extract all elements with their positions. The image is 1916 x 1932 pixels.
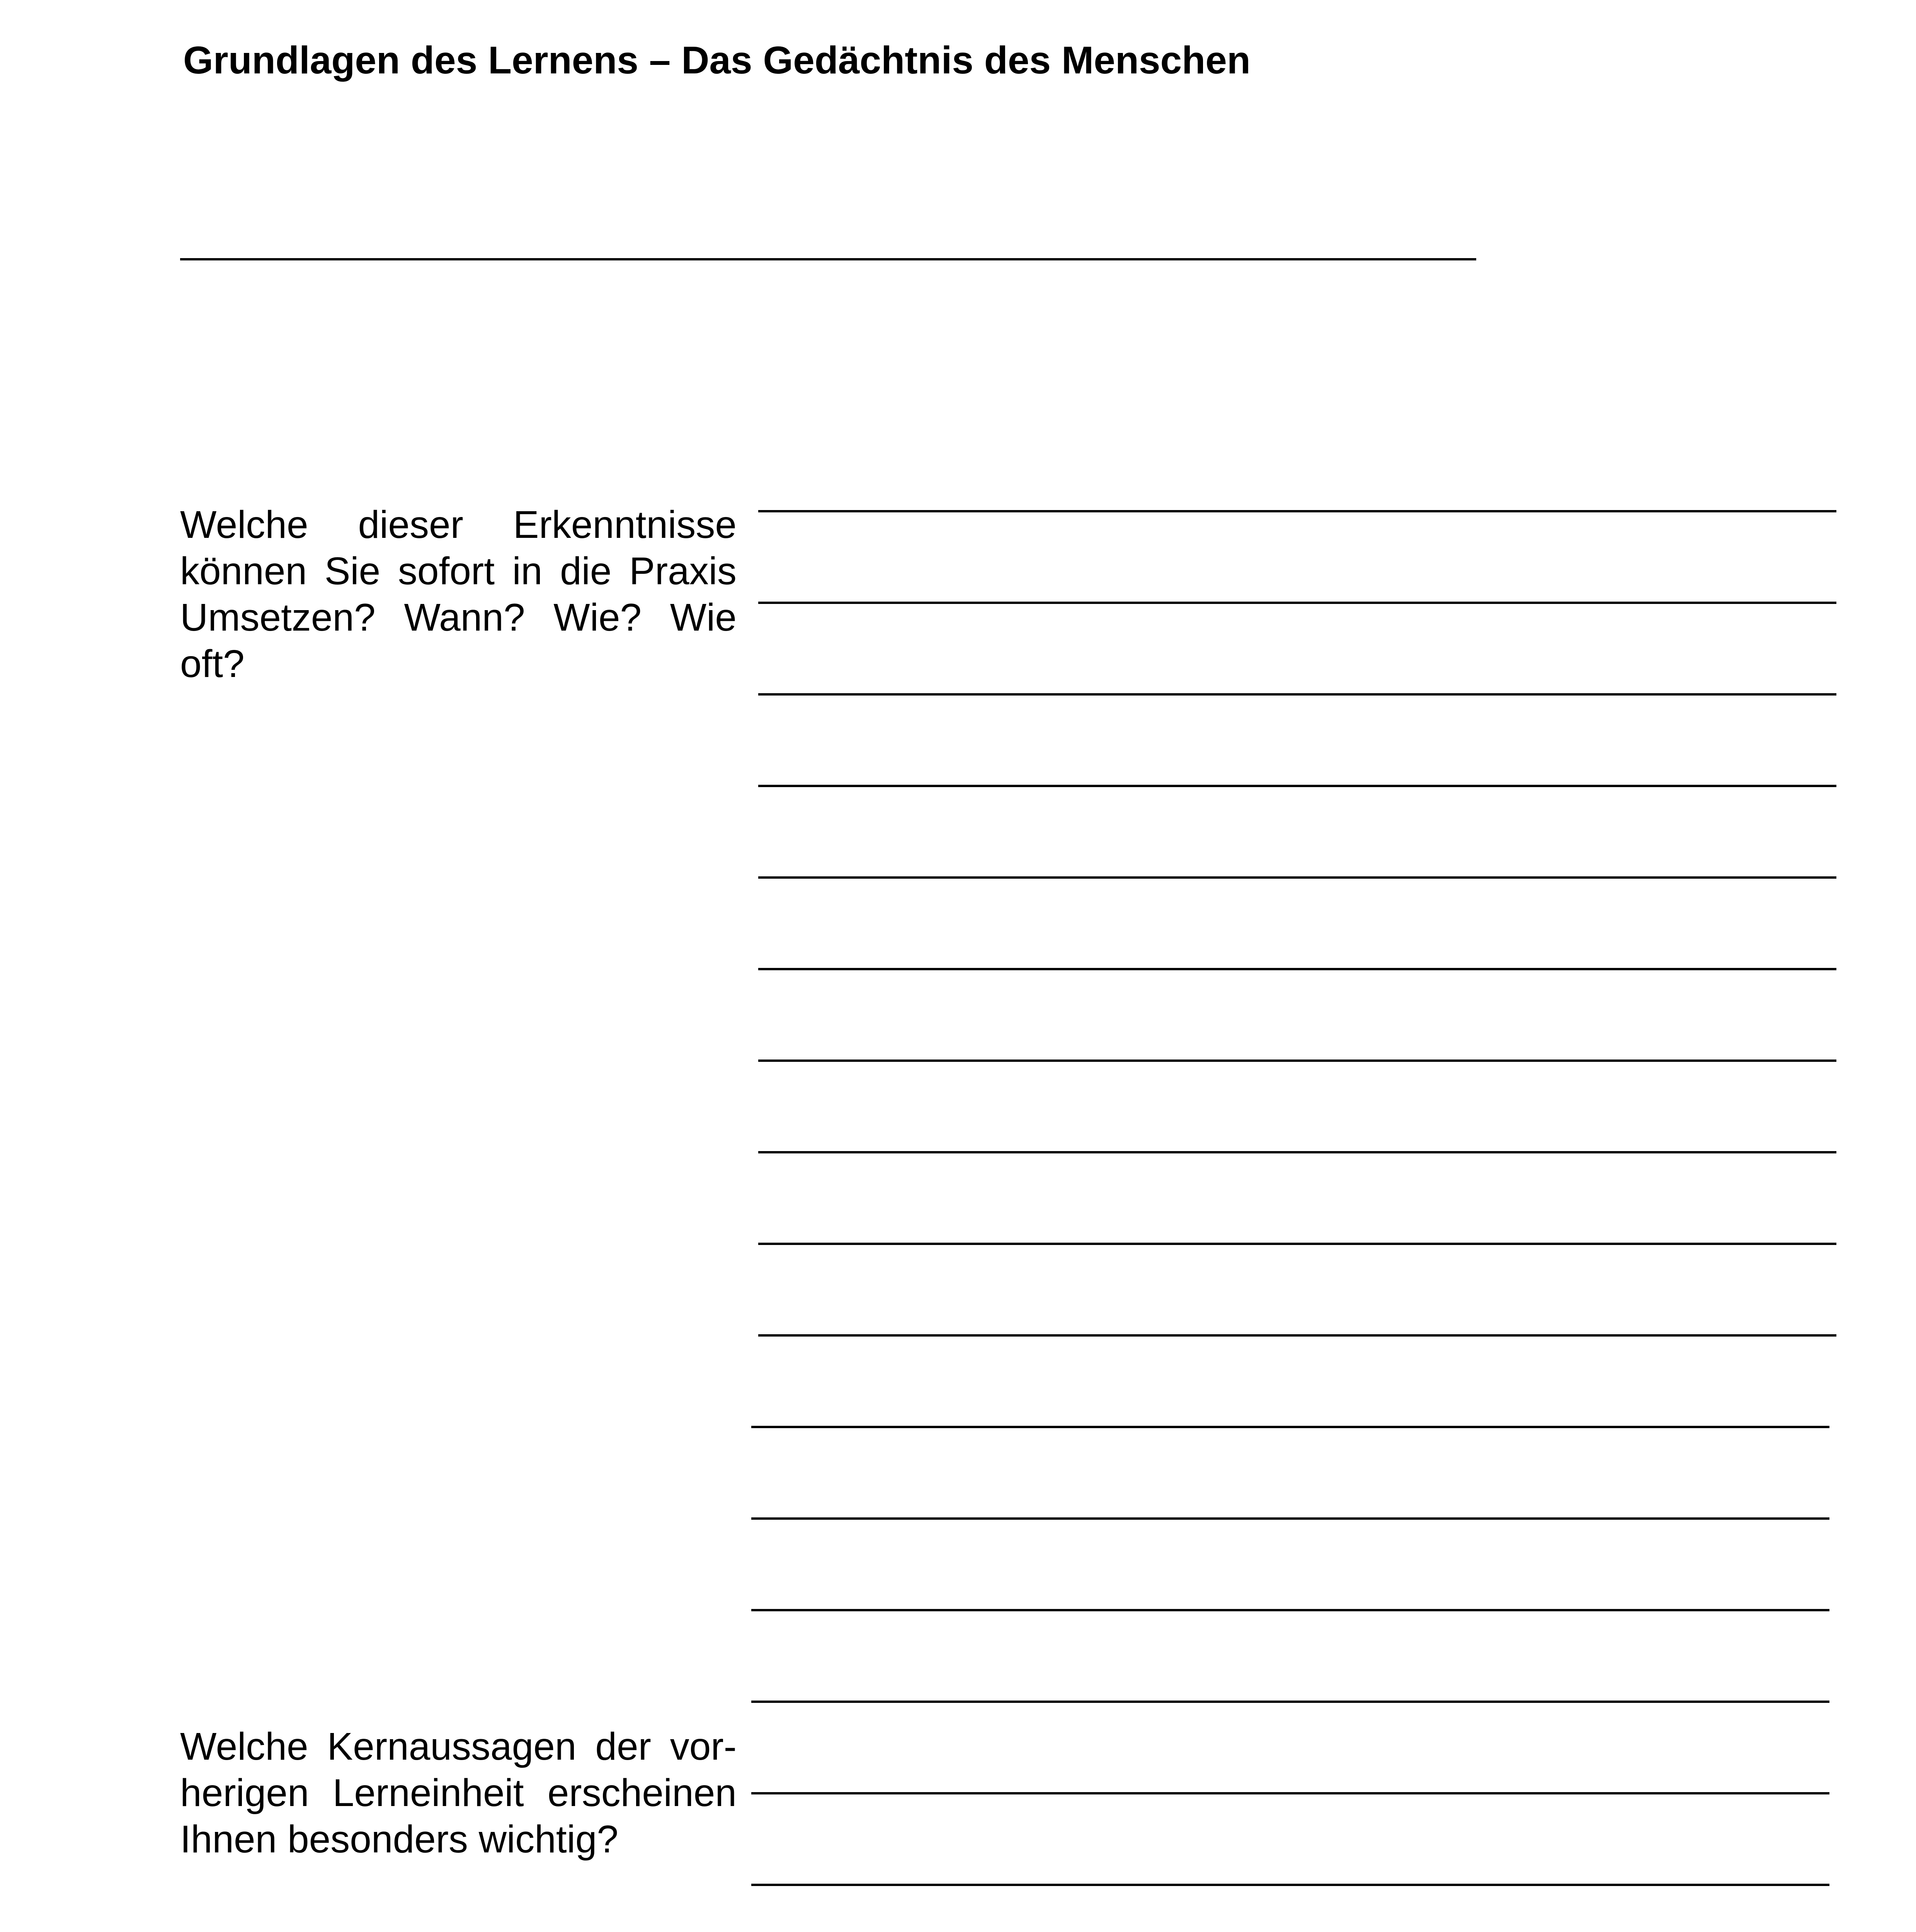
answer-line <box>758 1060 1836 1062</box>
answer-line <box>758 1243 1836 1245</box>
answer-line <box>751 1609 1829 1611</box>
answer-line <box>758 785 1836 787</box>
page-title: Grundlagen des Lernens – Das Gedächtnis des Menschen <box>183 39 1251 82</box>
header-rule <box>180 258 1476 260</box>
answer-line <box>758 1334 1836 1337</box>
answer-line <box>751 1884 1829 1886</box>
answer-line <box>758 1151 1836 1153</box>
answer-line <box>751 1517 1829 1520</box>
answer-line <box>758 968 1836 970</box>
answer-line <box>758 510 1836 512</box>
answer-line <box>751 1701 1829 1703</box>
answer-line <box>758 876 1836 879</box>
question-2: Welche Kernaussagen der vorherigen Lerneinheit erscheinen Ihnen besonders wichtig? <box>180 1725 737 1861</box>
question-1: Welche dieser Erkenntnisse können Sie sofort in die Praxis Umsetzen? Wann? Wie? Wie oft? <box>180 503 737 685</box>
answer-line <box>751 1426 1829 1428</box>
answer-line <box>751 1792 1829 1794</box>
answer-line <box>758 602 1836 604</box>
answer-line <box>758 693 1836 696</box>
